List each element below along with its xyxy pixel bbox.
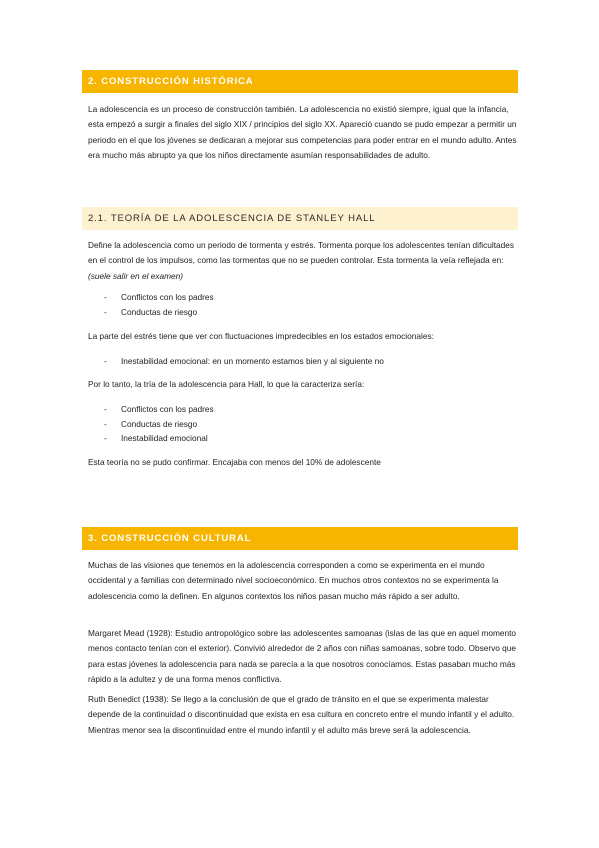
- heading-text: 3. CONSTRUCCIÓN CULTURAL: [88, 533, 252, 544]
- heading-text: 2.1. TEORÍA DE LA ADOLESCENCIA DE STANLEY HALL: [88, 213, 376, 224]
- list-item: - Conductas de riesgo: [104, 417, 504, 432]
- heading-text: 2. CONSTRUCCIÓN HISTÓRICA: [88, 76, 254, 87]
- hall-paragraph-1: [88, 238, 518, 284]
- hall-paragraph-2: La parte del estrés tiene que ver con fluctuaciones impredecibles en los estados emocionales:: [88, 331, 434, 341]
- section-heading-stanley-hall: [82, 207, 518, 230]
- ruth-benedict-paragraph: Ruth Benedict (1938): Se llego a la conclusión de que el grado de tránsito en el que se experimenta malestar depende de la continuidad o discontinuidad que exista en esa cultura en concreto entre el mundo infantil y el adulto. Mientras menor sea la discontinuidad entre el mundo infantil y el adulto más breve será la adolescencia.: [88, 694, 515, 735]
- tormenta-list: [104, 290, 504, 319]
- margaret-mead-paragraph: Margaret Mead (1928): Estudio antropológico sobre las adolescentes samoanas (islas de las que en aquel momento menos contacto tenían con el exterior). Convivió alrededor de 2 años con niñas samoanas, sobre todo. Observo que para estas jóvenes la adolescencia para nada se parecía a la que nosotros conocíamos. Estas pasaban mucho más rápido a la adultez y de una forma menos conflictiva.: [88, 628, 517, 684]
- list-item: - Conflictos con los padres: [104, 290, 504, 305]
- cultural-paragraph-1: Muchas de las visiones que tenemos en la adolescencia corresponden a como se experimenta en el mundo occidental y a familias con determinado nivel socioeconómico. En muchos otros contextos no se experimenta la adolescencia como la definen. En algunos contextos los niños pasan mucho más rápido a ser adulto.: [88, 560, 499, 601]
- list-item: - Inestabilidad emocional: [104, 431, 504, 446]
- hall-paragraph-1-text: Define la adolescencia como un periodo de tormenta y estrés. Tormenta porque los adolescentes tenían dificultades en el control de los impulsos, como las tormentas que no se pueden controlar. Esta tormenta la veía reflejada en:: [88, 240, 515, 266]
- exam-note: (suele salir en el examen): [88, 270, 183, 281]
- section-heading-historical: [82, 70, 518, 93]
- list-item: - Conductas de riesgo: [104, 305, 504, 320]
- list-item: - Conflictos con los padres: [104, 402, 504, 417]
- stress-list: [104, 354, 504, 369]
- section-heading-cultural: [82, 527, 518, 550]
- hall-paragraph-3: Por lo tanto, la tría de la adolescencia para Hall, lo que la caracteriza sería:: [88, 379, 365, 389]
- triad-list: [104, 402, 504, 446]
- list-item: - Inestabilidad emocional: en un momento estamos bien y al siguiente no: [104, 354, 504, 369]
- hall-paragraph-4: Esta teoría no se pudo confirmar. Encajaba con menos del 10% de adolescente: [88, 457, 381, 467]
- historical-paragraph: La adolescencia es un proceso de construcción también. La adolescencia no existió siempre, igual que la infancia, esta empezó a surgir a finales del siglo XIX / principios del siglo XX. Apareció cuando se pudo empezar a permitir un periodo en el que los jóvenes se dedicaran a mejorar sus competencias para poder entrar en el mundo adulto. Antes era mucho más abrupto ya que los niños directamente asumían responsabilidades de adulto.: [88, 104, 517, 160]
